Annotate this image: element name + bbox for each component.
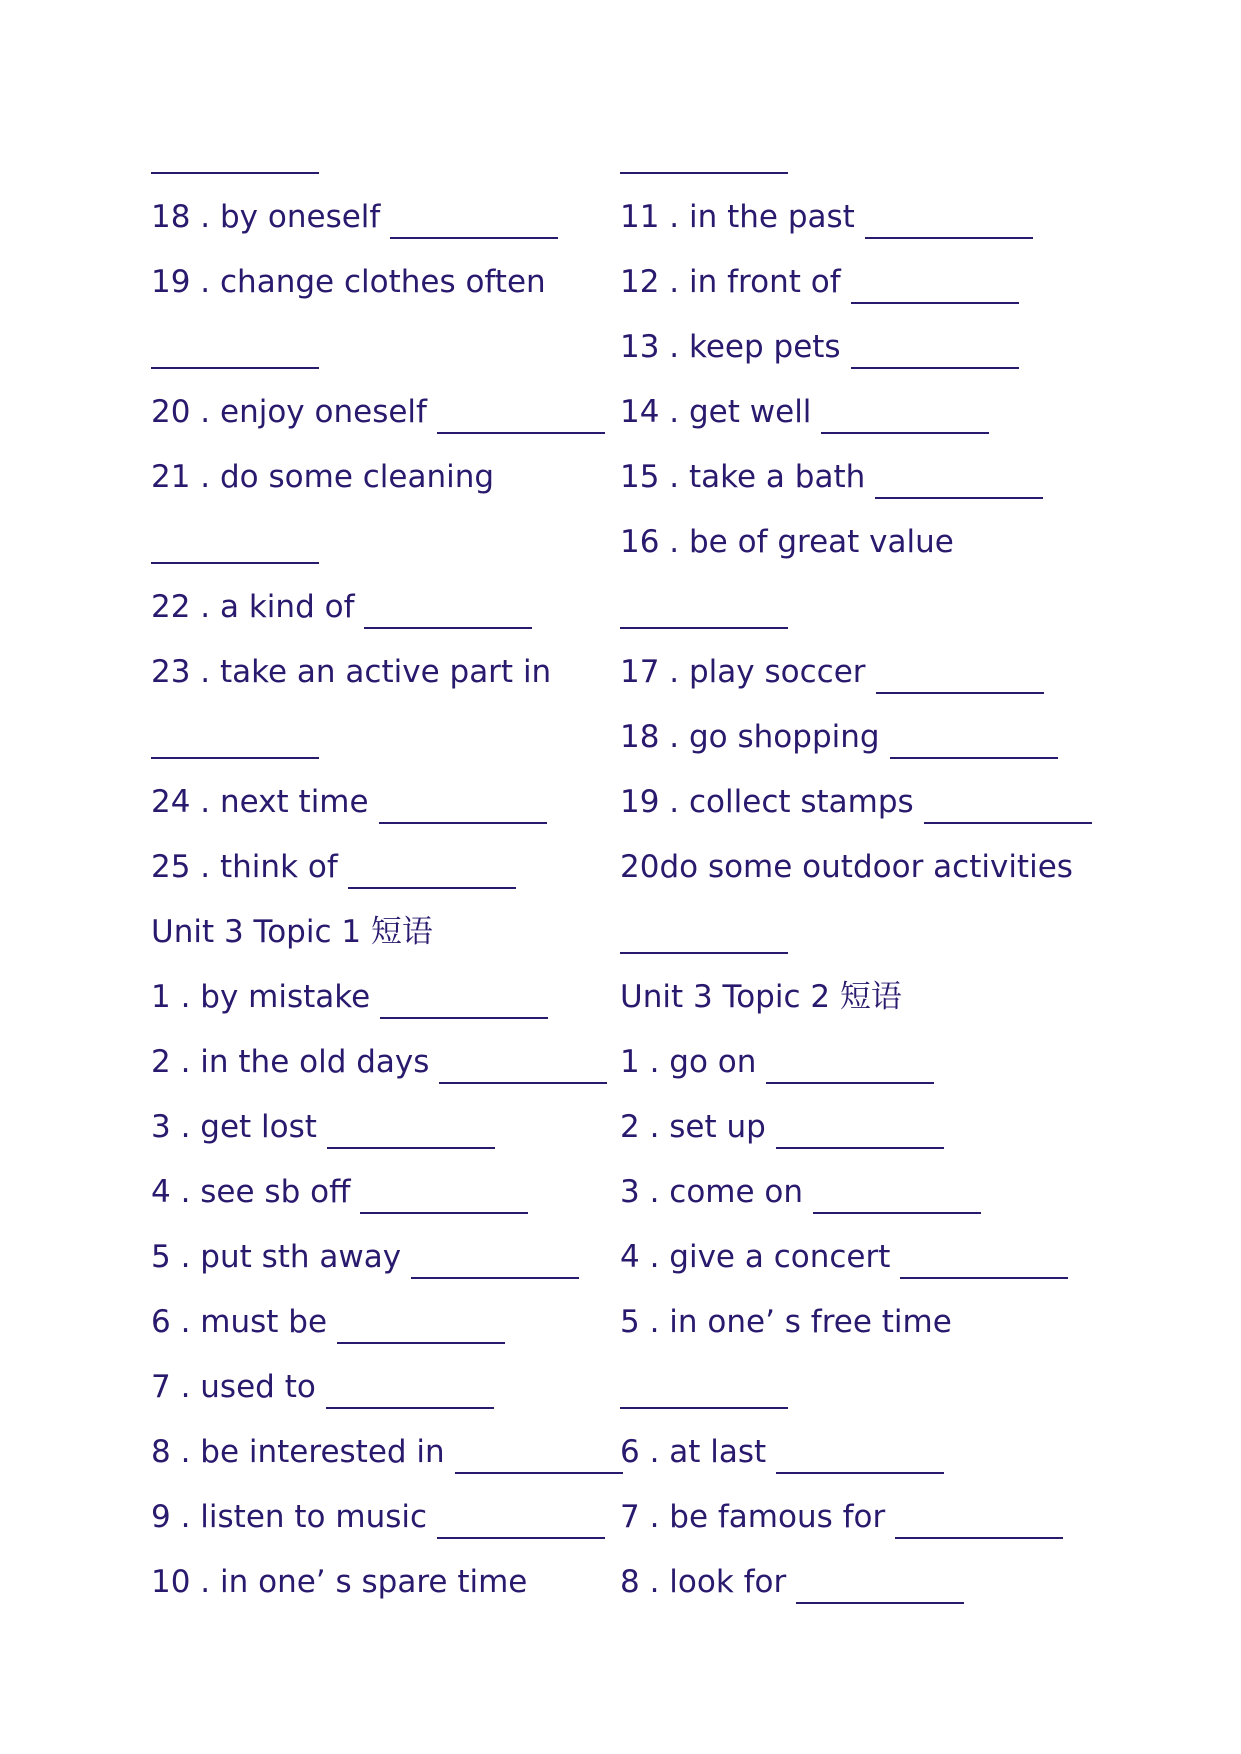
left-column: [151, 120, 611, 1615]
answer-blank: [439, 1081, 607, 1084]
phrase-line: [151, 705, 611, 770]
phrase-line: [151, 510, 611, 575]
answer-blank: [895, 1536, 1063, 1539]
phrase-line: [620, 315, 1100, 380]
phrase-line: [151, 120, 611, 185]
phrase-line: [620, 1030, 1100, 1095]
phrase-line: [620, 1355, 1100, 1420]
phrase-text: 10 . in one’ s spare time: [151, 1564, 528, 1600]
answer-blank: [411, 1276, 579, 1279]
answer-blank: [875, 496, 1043, 499]
phrase-line: [620, 640, 1100, 705]
phrase-line: [620, 510, 1100, 575]
phrase-line: [620, 445, 1100, 510]
phrase-text: 7 . used to: [151, 1369, 316, 1405]
answer-blank: [851, 366, 1019, 369]
phrase-text: 18 . go shopping: [620, 719, 880, 755]
section-heading-text: Unit 3 Topic 1 短语: [151, 914, 433, 950]
answer-blank: [851, 301, 1019, 304]
answer-blank: [620, 626, 788, 629]
phrase-text: 22 . a kind of: [151, 589, 355, 625]
phrase-text: 13 . keep pets: [620, 329, 841, 365]
phrase-text: 8 . be interested in: [151, 1434, 445, 1470]
phrase-line: [151, 770, 611, 835]
phrase-text: 2 . in the old days: [151, 1044, 430, 1080]
phrase-text: 3 . get lost: [151, 1109, 317, 1145]
answer-blank: [327, 1146, 495, 1149]
phrase-line: [151, 640, 611, 705]
phrase-text: 23 . take an active part in: [151, 654, 552, 690]
phrase-text: 5 . in one’ s free time: [620, 1304, 952, 1340]
phrase-text: 15 . take a bath: [620, 459, 866, 495]
phrase-line: [620, 770, 1100, 835]
phrase-line: [620, 705, 1100, 770]
phrase-line: [620, 1485, 1100, 1550]
phrase-line: [620, 1160, 1100, 1225]
phrase-line: [151, 965, 611, 1030]
phrase-line: [620, 120, 1100, 185]
phrase-line: [620, 1550, 1100, 1615]
phrase-text: 25 . think of: [151, 849, 338, 885]
answer-blank: [865, 236, 1033, 239]
phrase-text: 2 . set up: [620, 1109, 766, 1145]
phrase-line: [151, 1030, 611, 1095]
answer-blank: [900, 1276, 1068, 1279]
answer-blank: [620, 1406, 788, 1409]
phrase-text: 8 . look for: [620, 1564, 787, 1600]
phrase-line: [620, 250, 1100, 315]
answer-blank: [813, 1211, 981, 1214]
phrase-text: 6 . must be: [151, 1304, 328, 1340]
answer-blank: [776, 1471, 944, 1474]
answer-blank: [390, 236, 558, 239]
answer-blank: [348, 886, 516, 889]
answer-blank: [151, 756, 319, 759]
answer-blank: [766, 1081, 934, 1084]
phrase-line: [151, 835, 611, 900]
phrase-text: 19 . change clothes often: [151, 264, 546, 300]
answer-blank: [890, 756, 1058, 759]
answer-blank: [876, 691, 1044, 694]
phrase-line: [151, 1550, 611, 1615]
phrase-line: [151, 1225, 611, 1290]
answer-blank: [380, 1016, 548, 1019]
phrase-line: [620, 185, 1100, 250]
phrase-text: 17 . play soccer: [620, 654, 866, 690]
answer-blank: [776, 1146, 944, 1149]
phrase-text: 3 . come on: [620, 1174, 804, 1210]
phrase-line: [151, 1420, 611, 1485]
phrase-text: 14 . get well: [620, 394, 812, 430]
phrase-text: 6 . at last: [620, 1434, 767, 1470]
phrase-text: 1 . by mistake: [151, 979, 371, 1015]
answer-blank: [326, 1406, 494, 1409]
answer-blank: [379, 821, 547, 824]
phrase-text: 21 . do some cleaning: [151, 459, 495, 495]
answer-blank: [151, 171, 319, 174]
answer-blank: [437, 1536, 605, 1539]
phrase-line: [151, 315, 611, 380]
answer-blank: [151, 366, 319, 369]
phrase-line: [620, 900, 1100, 965]
phrase-text: 20 . enjoy oneself: [151, 394, 427, 430]
phrase-line: [151, 1485, 611, 1550]
phrase-text: 24 . next time: [151, 784, 369, 820]
answer-blank: [337, 1341, 505, 1344]
phrase-line: [151, 445, 611, 510]
phrase-line: [620, 1225, 1100, 1290]
section-heading: [151, 900, 611, 965]
answer-blank: [620, 951, 788, 954]
section-heading: [620, 965, 1100, 1030]
phrase-text: 7 . be famous for: [620, 1499, 886, 1535]
phrase-text: 12 . in front of: [620, 264, 841, 300]
answer-blank: [821, 431, 989, 434]
answer-blank: [924, 821, 1092, 824]
answer-blank: [620, 171, 788, 174]
phrase-text: 4 . see sb off: [151, 1174, 351, 1210]
right-column: [620, 120, 1100, 1615]
phrase-text: 1 . go on: [620, 1044, 757, 1080]
phrase-text: 19 . collect stamps: [620, 784, 914, 820]
phrase-text: 18 . by oneself: [151, 199, 381, 235]
phrase-line: [151, 185, 611, 250]
answer-blank: [455, 1471, 623, 1474]
phrase-line: [620, 575, 1100, 640]
phrase-text: 20do some outdoor activities: [620, 849, 1073, 885]
phrase-line: [151, 1290, 611, 1355]
phrase-text: 9 . listen to music: [151, 1499, 428, 1535]
answer-blank: [360, 1211, 528, 1214]
phrase-text: 11 . in the past: [620, 199, 855, 235]
answer-blank: [796, 1601, 964, 1604]
phrase-text: 5 . put sth away: [151, 1239, 402, 1275]
phrase-text: 4 . give a concert: [620, 1239, 891, 1275]
phrase-text: 16 . be of great value: [620, 524, 954, 560]
phrase-line: [620, 835, 1100, 900]
phrase-line: [151, 1160, 611, 1225]
phrase-line: [151, 250, 611, 315]
phrase-line: [151, 1095, 611, 1160]
phrase-line: [151, 575, 611, 640]
phrase-line: [151, 1355, 611, 1420]
answer-blank: [151, 561, 319, 564]
phrase-line: [620, 1095, 1100, 1160]
phrase-line: [620, 380, 1100, 445]
section-heading-text: Unit 3 Topic 2 短语: [620, 979, 902, 1015]
answer-blank: [437, 431, 605, 434]
answer-blank: [364, 626, 532, 629]
phrase-line: [151, 380, 611, 445]
phrase-line: [620, 1420, 1100, 1485]
phrase-line: [620, 1290, 1100, 1355]
